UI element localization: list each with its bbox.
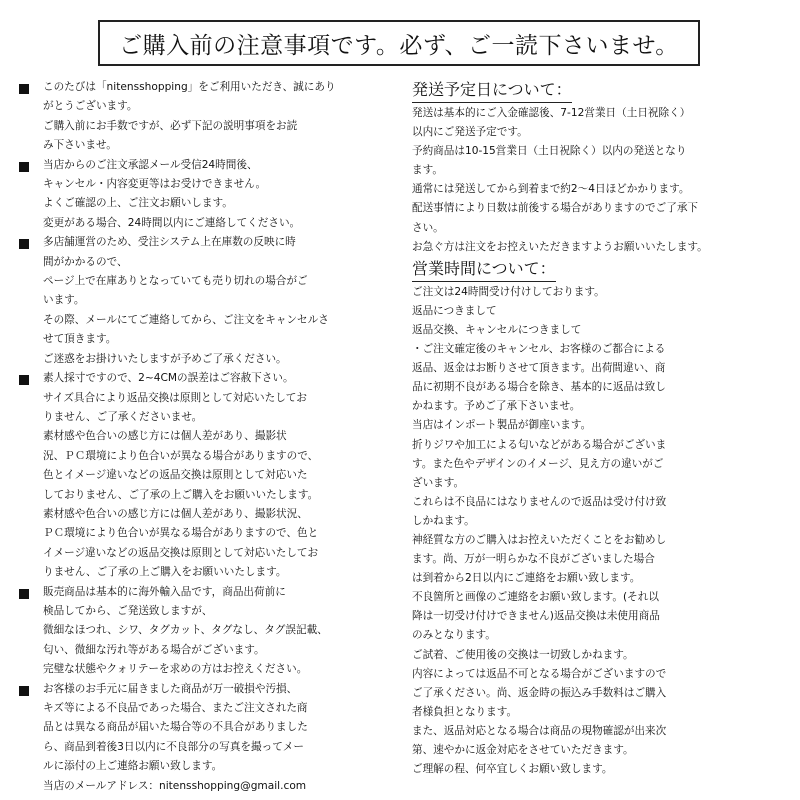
notice-line: 素材感や色合いの感じ方には個人差があり、撮影状況、 bbox=[43, 507, 308, 520]
notice-line: み下さいませ。 bbox=[43, 139, 117, 152]
notice-line: その際、メールにてご連絡してから、ご注文をキャンセルさ bbox=[43, 313, 329, 326]
notice-line: お客様のお手元に届きました商品が万一破損や汚損、 bbox=[43, 682, 298, 695]
business-line: ・ご注文確定後のキャンセル、お客様のご都合による bbox=[412, 343, 666, 356]
business-line: ご試着、ご使用後の交換は一切致しかねます。 bbox=[412, 648, 634, 661]
business-line: ご注文は24時間受け付けしております。 bbox=[412, 285, 605, 298]
notice-line: よくご確認の上、ご注文お願いします。 bbox=[43, 197, 233, 210]
notice-line: このたびは「nitensshopping」をご利用いただき、誠にあり bbox=[43, 81, 336, 93]
business-line: 者様負担となります。 bbox=[412, 705, 518, 718]
business-line: 降は一切受け付けできません)返品交換は未使用商品 bbox=[412, 610, 660, 623]
notice-line: 変更がある場合、24時間以内にご連絡してください。 bbox=[43, 216, 301, 229]
notice-line: りません、ご了承くださいませ。 bbox=[43, 410, 203, 423]
notice-line: イメージ違いなどの返品交換は原則として対応いたしてお bbox=[43, 546, 319, 559]
notice-line: ページ上で在庫ありとなっていても売り切れの場合がご bbox=[43, 275, 308, 288]
business-line: のみとなります。 bbox=[412, 629, 496, 642]
notice-line: ルに添付の上ご連絡お願い致します。 bbox=[43, 760, 223, 773]
notice-line: がとうございます。 bbox=[43, 100, 138, 113]
business-hours-text bbox=[412, 283, 752, 779]
business-line: 品に初期不良がある場合を除き、基本的に返品は致し bbox=[412, 381, 666, 394]
notice-line: 品とは異なる商品が届いた場合等の不具合がありました bbox=[43, 721, 308, 734]
shipping-text bbox=[412, 104, 752, 257]
notice-line: りません、ご了承の上ご購入をお願いいたします。 bbox=[43, 566, 287, 579]
business-line: ご理解の程、何卒宜しくお願い致します。 bbox=[412, 763, 613, 776]
notice-line: 微細なほつれ、シワ、タグカット、タグなし、タグ誤記載、 bbox=[43, 624, 328, 637]
square-bullet-icon bbox=[19, 162, 29, 172]
business-line: また、返品対応となる場合は商品の現物確認が出来次 bbox=[412, 724, 667, 737]
notice-line: 況、ＰＣ環境により色合いが異なる場合がありますので、 bbox=[43, 449, 319, 462]
right-notice-column bbox=[412, 78, 752, 779]
notice-line: ご購入前にお手数ですが、必ず下記の説明事項をお読 bbox=[43, 119, 298, 132]
shipping-line: ます。 bbox=[412, 164, 443, 177]
shipping-line: さい。 bbox=[412, 221, 444, 234]
notice-item bbox=[19, 583, 379, 680]
notice-line: います。 bbox=[43, 294, 85, 307]
notice-item bbox=[19, 369, 379, 582]
square-bullet-icon bbox=[19, 375, 29, 385]
shipping-line: 通常には発送してから到着まで約2～4日ほどかかります。 bbox=[412, 183, 690, 196]
business-line: 不良箇所と画像のご連絡をお願い致します。(それ以 bbox=[412, 591, 659, 604]
shipping-line: お急ぐ方は注文をお控えいただきますようお願いいたします。 bbox=[412, 240, 708, 253]
square-bullet-icon bbox=[19, 589, 29, 599]
business-line: 当店はインポート製品が御座います。 bbox=[412, 419, 592, 432]
business-hours-heading: 営業時間について： bbox=[412, 257, 556, 282]
business-line: かねます。予めご了承下さいませ。 bbox=[412, 400, 581, 413]
business-line: す。また色やデザインのイメージ、見え方の違いがご bbox=[412, 457, 664, 470]
shipping-line: 配送事情により日数は前後する場合がありますのでご了承下 bbox=[412, 202, 699, 215]
notice-line: 完璧な状態やクォリテーを求めの方はお控えください。 bbox=[43, 663, 308, 676]
business-line: 神経質な方のご購入はお控えいただくことをお勧めし bbox=[412, 533, 667, 546]
business-line: ます。尚、万が一明らかな不良がございました場合 bbox=[412, 553, 655, 566]
notice-line: キズ等による不良品であった場合、またご注文された商 bbox=[43, 702, 308, 714]
notice-line: 色とイメージ違いなどの返品交換は原則として対応いた bbox=[43, 469, 308, 482]
notice-line: 販売商品は基本的に海外輸入品です，商品出荷前に bbox=[43, 585, 286, 598]
business-line: 返品、返金はお断りさせて頂きます。出荷間違い、商 bbox=[412, 362, 666, 375]
notice-line: しておりません、ご了承の上ご購入をお願いいたします。 bbox=[43, 488, 319, 501]
notice-line: 素人採寸ですので、2~4CMの誤差はご容赦下さい。 bbox=[43, 372, 294, 385]
left-notice-column bbox=[19, 78, 379, 796]
notice-line: 匂い、微細な汚れ等がある場合がございます。 bbox=[43, 643, 265, 656]
notice-line: 素材感や色合いの感じ方には個人差があり、撮影状 bbox=[43, 430, 287, 443]
notice-line: せて頂きます。 bbox=[43, 333, 117, 346]
notice-line: サイズ具合により返品交換は原則として対応いたしてお bbox=[43, 391, 307, 404]
notice-line: キャンセル・内容変更等はお受けできません。 bbox=[43, 178, 267, 191]
notice-line: 多店舗運営のため、受注システム上在庫数の反映に時 bbox=[43, 236, 296, 249]
shipping-heading: 発送予定日について： bbox=[412, 78, 572, 103]
notice-line: 間がかかるので、 bbox=[43, 255, 128, 268]
notice-line: 検品してから、ご発送致しますが、 bbox=[43, 604, 213, 617]
notice-item bbox=[19, 680, 379, 796]
notice-line: 当店のメールアドレス：nitensshopping@gmail.com bbox=[43, 779, 307, 792]
business-line: 返品につきまして bbox=[412, 304, 497, 317]
shipping-line: 発送は基本的にご入金確認後、7-12営業日（土日祝除く） bbox=[412, 107, 691, 119]
notice-item bbox=[19, 156, 379, 234]
square-bullet-icon bbox=[19, 84, 29, 94]
business-line: 内容によっては返品不可となる場合がございますので bbox=[412, 667, 667, 680]
notice-line: 当店からのご注文承認メール受信24時間後、 bbox=[43, 158, 258, 171]
shipping-line: 予約商品は10-15営業日（土日祝除く）以内の発送となり bbox=[412, 145, 687, 158]
business-line: ざいます。 bbox=[412, 476, 465, 489]
business-line: しかねます。 bbox=[412, 514, 475, 527]
notice-line: ら、商品到着後3日以内に不良部分の写真を撮ってメー bbox=[43, 740, 304, 753]
page-title: ご購入前の注意事項です。必ず、ご一読下さいませ。 bbox=[98, 20, 700, 66]
business-line: は到着から2日以内にご連絡をお願い致します。 bbox=[412, 572, 641, 585]
business-line: ご了承ください。尚、返金時の振込み手数料はご購入 bbox=[412, 686, 667, 699]
notice-line: ＰＣ環境により色合いが異なる場合がありますので、色と bbox=[43, 527, 319, 540]
square-bullet-icon bbox=[19, 239, 29, 249]
notice-item bbox=[19, 78, 379, 156]
business-line: 返品交換、キャンセルにつきまして bbox=[412, 323, 582, 336]
notice-item bbox=[19, 233, 379, 369]
business-line: 第、速やかに返金対応をさせていただきます。 bbox=[412, 744, 634, 756]
square-bullet-icon bbox=[19, 686, 29, 696]
shipping-line: 以内にご発送予定です。 bbox=[412, 126, 528, 139]
notice-line: ご迷惑をお掛けいたしますが予めご了承ください。 bbox=[43, 352, 287, 365]
business-line: これらは不良品にはなりませんので返品は受け付け致 bbox=[412, 495, 667, 508]
business-line: 折りジワや加工による匂いなどがある場合がございま bbox=[412, 438, 667, 451]
